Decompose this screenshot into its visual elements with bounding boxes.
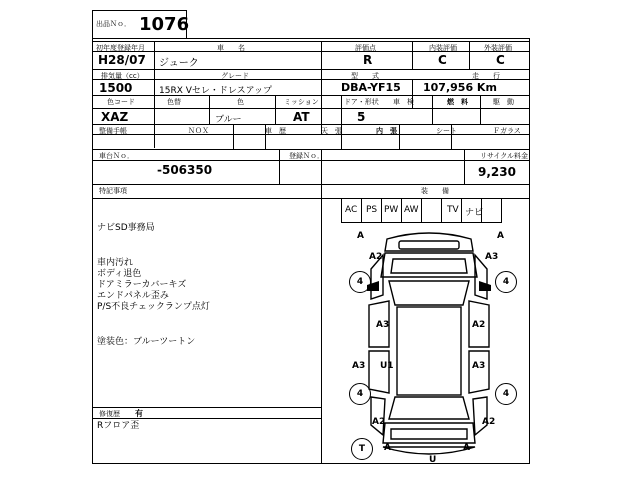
repair-detail: Rフロア歪 — [97, 421, 140, 431]
note-item: P/S不良チェックランプ点灯 — [97, 302, 210, 312]
lot-number-label: 出品Ｎｏ． — [96, 20, 131, 28]
recycle-fee-value: 9,230 — [478, 165, 516, 179]
mileage-label: 走 行 — [472, 72, 500, 80]
exterior-score-label: 外装評価 — [484, 44, 512, 52]
note-item: 車内汚れ — [97, 258, 134, 268]
model-label: 型 式 — [351, 72, 379, 80]
car-diagram — [349, 229, 509, 463]
equipment-label: 装 備 — [421, 187, 449, 195]
interior-score-value: C — [438, 53, 447, 67]
transmission-label: ミッション — [284, 98, 319, 106]
wheel-front-right-mark: 4 — [495, 271, 517, 293]
note-item: ボディ退色 — [97, 269, 142, 279]
front-glass-label: Ｆガラス — [493, 127, 521, 135]
color-code-value: XAZ — [101, 110, 129, 124]
damage-quarter-right: A2 — [482, 417, 496, 427]
wheel-rear-right-mark: 4 — [495, 383, 517, 405]
damage-fender-left: A2 — [369, 252, 383, 262]
displacement-label: 排気量（cc） — [101, 72, 144, 80]
notes-top: ナビSD事務局 — [97, 223, 155, 233]
damage-door-left: A3 — [376, 320, 390, 330]
repair-history-label: 修復歴 — [99, 410, 120, 418]
damage-rear-door-left: A3 — [352, 361, 366, 371]
grade-label: グレード — [221, 72, 249, 80]
exterior-score-value: C — [496, 53, 505, 67]
drive-label: 駆 動 — [493, 98, 514, 106]
history-label: 車 歴 — [265, 127, 286, 135]
color-code-label: 色コード — [107, 98, 135, 106]
equipment-navi: ナビ — [465, 208, 484, 218]
wheel-front-left-mark: 4 — [349, 271, 371, 293]
maintenance-record-label: 整備手帳 — [99, 127, 127, 135]
nox-label: ＮＯＸ — [188, 127, 209, 135]
seat-label: シート — [436, 127, 457, 135]
color-label: 色 — [237, 98, 244, 106]
damage-quarter-left: A2 — [372, 417, 386, 427]
chassis-number-label: 車台Ｎｏ． — [99, 152, 134, 160]
recycle-fee-label: リサイクル料金 — [480, 152, 529, 160]
equipment-pw: PW — [384, 205, 399, 215]
doors-value: 5 — [357, 110, 366, 124]
car-name-value: ジューク — [159, 58, 199, 69]
first-registration-value: H28/07 — [98, 53, 146, 67]
damage-fender-right: A3 — [485, 252, 499, 262]
notes-list — [97, 258, 210, 313]
note-item: ドアミラーカバーキズ — [97, 280, 187, 290]
damage-rear-door-right: A3 — [472, 361, 486, 371]
auction-sheet-frame — [92, 38, 530, 464]
color-type-label: 色替 — [167, 98, 181, 106]
wheel-rear-left-mark: 4 — [349, 383, 371, 405]
car-name-label: 車 名 — [217, 44, 245, 52]
equipment-tv: TV — [447, 205, 459, 215]
first-registration-label: 初年度登録年月 — [96, 44, 145, 52]
damage-door-right: A2 — [472, 320, 486, 330]
transmission-value: AT — [293, 110, 310, 124]
doors-label: ドア・形状 — [344, 98, 379, 106]
headliner-label: 天 張 — [321, 127, 342, 135]
damage-bumper-bottom: U — [429, 455, 437, 465]
mileage-value: 107,956 Km — [423, 81, 497, 94]
damage-front-right: A — [497, 231, 504, 241]
lot-number-box — [92, 10, 190, 38]
trunk-mark: T — [351, 438, 373, 460]
paint-note: 塗装色：ブルーツートン — [97, 337, 196, 347]
damage-bumper-right: A — [463, 443, 470, 453]
registration-number-label: 登録Ｎｏ． — [289, 152, 324, 160]
interior-trim-label: 内 張 — [376, 127, 397, 135]
lot-number: 1076 — [139, 14, 190, 35]
damage-front-left: A — [357, 231, 364, 241]
damage-rear-door-u: U1 — [380, 361, 394, 371]
interior-score-label: 内装評価 — [429, 44, 457, 52]
grade-score-value: R — [363, 53, 373, 67]
repair-history-value: 有 — [135, 409, 143, 418]
equipment-aw: AW — [404, 205, 419, 215]
note-item: エンドパネル歪み — [97, 291, 169, 301]
model-value: DBA-YF15 — [341, 81, 401, 94]
grade-value: 15RX Vセレ・ドレスアップ — [159, 86, 272, 96]
displacement-value: 1500 — [99, 81, 133, 95]
color-value: ブルー — [215, 115, 242, 125]
notes-label: 特記事項 — [99, 187, 127, 195]
vehicle-check-label: 車 検 — [393, 98, 414, 106]
grade-score-label: 評価点 — [355, 44, 376, 52]
chassis-number-value: -506350 — [157, 163, 213, 177]
fuel-label: 燃 料 — [447, 98, 468, 106]
equipment-ps: PS — [366, 205, 378, 215]
equipment-ac: AC — [345, 205, 358, 215]
damage-bumper-left: A — [384, 443, 391, 453]
